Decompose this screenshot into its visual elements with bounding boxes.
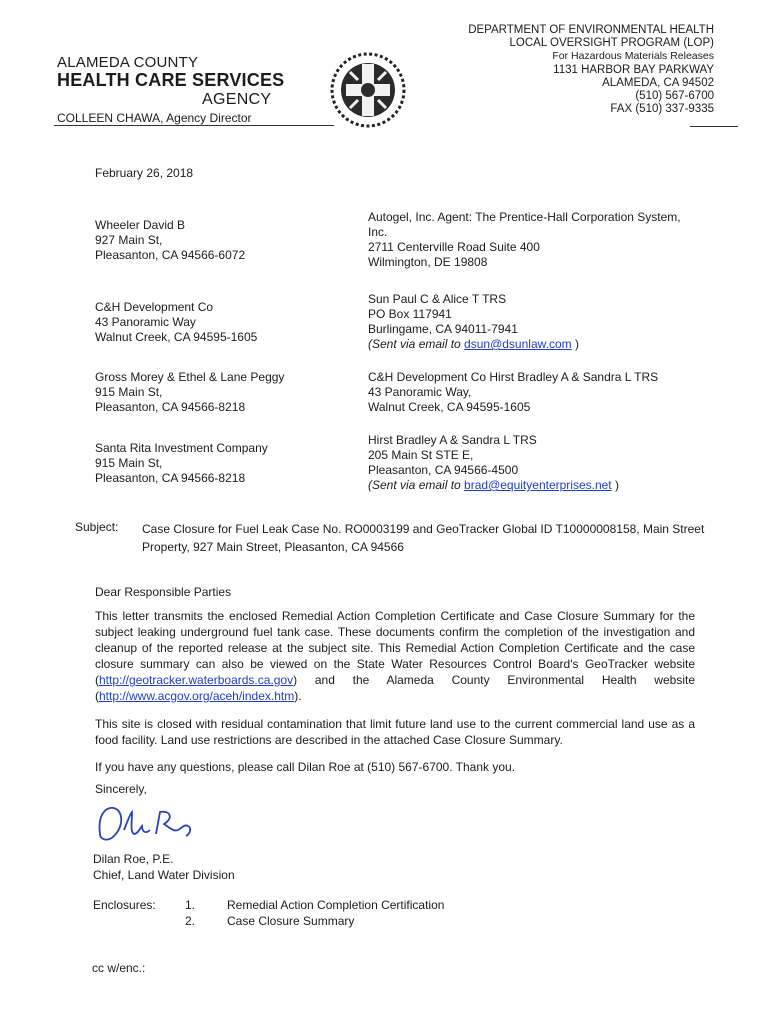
address-line: 43 Panoramic Way xyxy=(95,315,196,329)
address-line: Inc. xyxy=(368,225,388,239)
agency-org-name: HEALTH CARE SERVICES xyxy=(57,70,285,90)
address-line: Pleasanton, CA 94566-8218 xyxy=(95,400,246,414)
recipient-address xyxy=(368,210,708,270)
enclosure-number: 2. xyxy=(184,914,195,928)
subject-label: Subject: xyxy=(75,520,119,534)
address-line: C&H Development Co xyxy=(95,300,214,314)
address-line: 915 Main St, xyxy=(95,456,163,470)
email-note xyxy=(368,478,708,493)
dept-line: For Hazardous Materials Releases xyxy=(552,50,714,63)
recipient-address xyxy=(368,292,708,352)
signer-name: Dilan Roe, P.E. xyxy=(93,852,174,866)
email-prefix: (Sent via email to xyxy=(368,337,465,351)
agency-director: COLLEEN CHAWA, Agency Director xyxy=(57,111,252,125)
dept-line: DEPARTMENT OF ENVIRONMENTAL HEALTH xyxy=(468,24,714,36)
address-line: 915 Main St, xyxy=(95,385,163,399)
signer-block xyxy=(93,851,235,883)
dept-line: ALAMEDA, CA 94502 xyxy=(602,76,714,89)
address-line: Burlingame, CA 94011-7941 xyxy=(368,322,518,336)
address-line: Pleasanton, CA 94566-4500 xyxy=(368,463,519,477)
email-prefix: (Sent via email to xyxy=(368,478,465,492)
county-name: ALAMEDA COUNTY xyxy=(57,54,199,71)
para-text: ) and the Alameda County Environmental Health website ( xyxy=(95,673,695,703)
signer-title: Chief, Land Water Division xyxy=(93,868,235,882)
letter-date: February 26, 2018 xyxy=(95,166,194,180)
address-line: Wheeler David B xyxy=(95,218,186,232)
address-line: Walnut Creek, CA 94595-1605 xyxy=(368,400,531,414)
address-line: Sun Paul C & Alice T TRS xyxy=(368,292,507,306)
address-line: Pleasanton, CA 94566-8218 xyxy=(95,471,246,485)
address-line: Pleasanton, CA 94566-6072 xyxy=(95,248,246,262)
header-rule-right xyxy=(690,126,738,127)
enclosure-item: Case Closure Summary xyxy=(227,914,355,928)
enclosure-item: Remedial Action Completion Certification xyxy=(227,898,445,912)
address-line: Walnut Creek, CA 94595-1605 xyxy=(95,330,258,344)
cc-line: cc w/enc.: xyxy=(92,961,146,975)
address-line: 927 Main St, xyxy=(95,233,163,247)
address-line: PO Box 117941 xyxy=(368,307,452,321)
handwritten-signature xyxy=(92,800,202,848)
para-text: ). xyxy=(294,689,302,703)
address-line: Gross Morey & Ethel & Lane Peggy xyxy=(95,370,285,384)
email-link[interactable]: brad@equityenterprises.net xyxy=(464,478,612,492)
dept-line: 1131 HARBOR BAY PARKWAY xyxy=(553,63,714,76)
aceh-website-link[interactable]: http://www.acgov.org/aceh/index.htm xyxy=(99,689,295,703)
closing: Sincerely, xyxy=(95,782,147,796)
dept-line: (510) 567-6700 xyxy=(635,90,714,103)
email-suffix: ) xyxy=(571,337,579,351)
address-line: Hirst Bradley A & Sandra L TRS xyxy=(368,433,537,447)
agency-word: AGENCY xyxy=(202,91,272,108)
header-rule-left xyxy=(54,125,334,126)
email-suffix: ) xyxy=(611,478,619,492)
enclosure-number: 1. xyxy=(184,898,195,912)
address-line: C&H Development Co Hirst Bradley A & Sandra L TRS xyxy=(368,370,659,384)
recipient-address xyxy=(368,370,708,415)
body-paragraph-1 xyxy=(95,608,695,704)
department-address xyxy=(374,24,714,116)
address-line: Wilmington, DE 19808 xyxy=(368,255,488,269)
dept-line: FAX (510) 337-9335 xyxy=(610,103,714,116)
dept-line: LOCAL OVERSIGHT PROGRAM (LOP) xyxy=(509,37,714,50)
address-line: 43 Panoramic Way, xyxy=(368,385,472,399)
geotracker-link[interactable]: http://geotracker.waterboards.ca.gov xyxy=(99,673,294,687)
subject-text: Case Closure for Fuel Leak Case No. RO0003199 and GeoTracker Global ID T10000008158, Main Street Property, 927 Main Street, Pleasanton, CA 94566 xyxy=(142,522,705,554)
enclosures-label: Enclosures: xyxy=(93,898,156,912)
address-line: 2711 Centerville Road Suite 400 xyxy=(368,240,540,254)
salutation: Dear Responsible Parties xyxy=(95,585,232,599)
address-line: 205 Main St STE E, xyxy=(368,448,474,462)
para-text: This letter transmits the enclosed Remedial Action Completion Certificate and Case Closure Summary for the subject leaking underground fuel tank case. These documents confirm the completion of the investigation and cleanup of the reported release at the subject site. This Remedial Action Completion Certificate and the case closure summary can also be viewed on the State Water Resources Control Board's GeoTracker website ( xyxy=(95,609,695,687)
address-line: Santa Rita Investment Company xyxy=(95,441,268,455)
email-note xyxy=(368,337,708,352)
body-paragraph-2: This site is closed with residual contamination that limit future land use to the current commercial land use as a food facility. Land use restrictions are described in the attached Case Closure Summary. xyxy=(95,717,695,747)
address-line: Autogel, Inc. Agent: The Prentice-Hall Corporation System, xyxy=(368,210,681,224)
email-link[interactable]: dsun@dsunlaw.com xyxy=(464,337,572,351)
recipient-address xyxy=(368,433,708,493)
body-paragraph-3: If you have any questions, please call Dilan Roe at (510) 567-6700. Thank you. xyxy=(95,760,516,774)
